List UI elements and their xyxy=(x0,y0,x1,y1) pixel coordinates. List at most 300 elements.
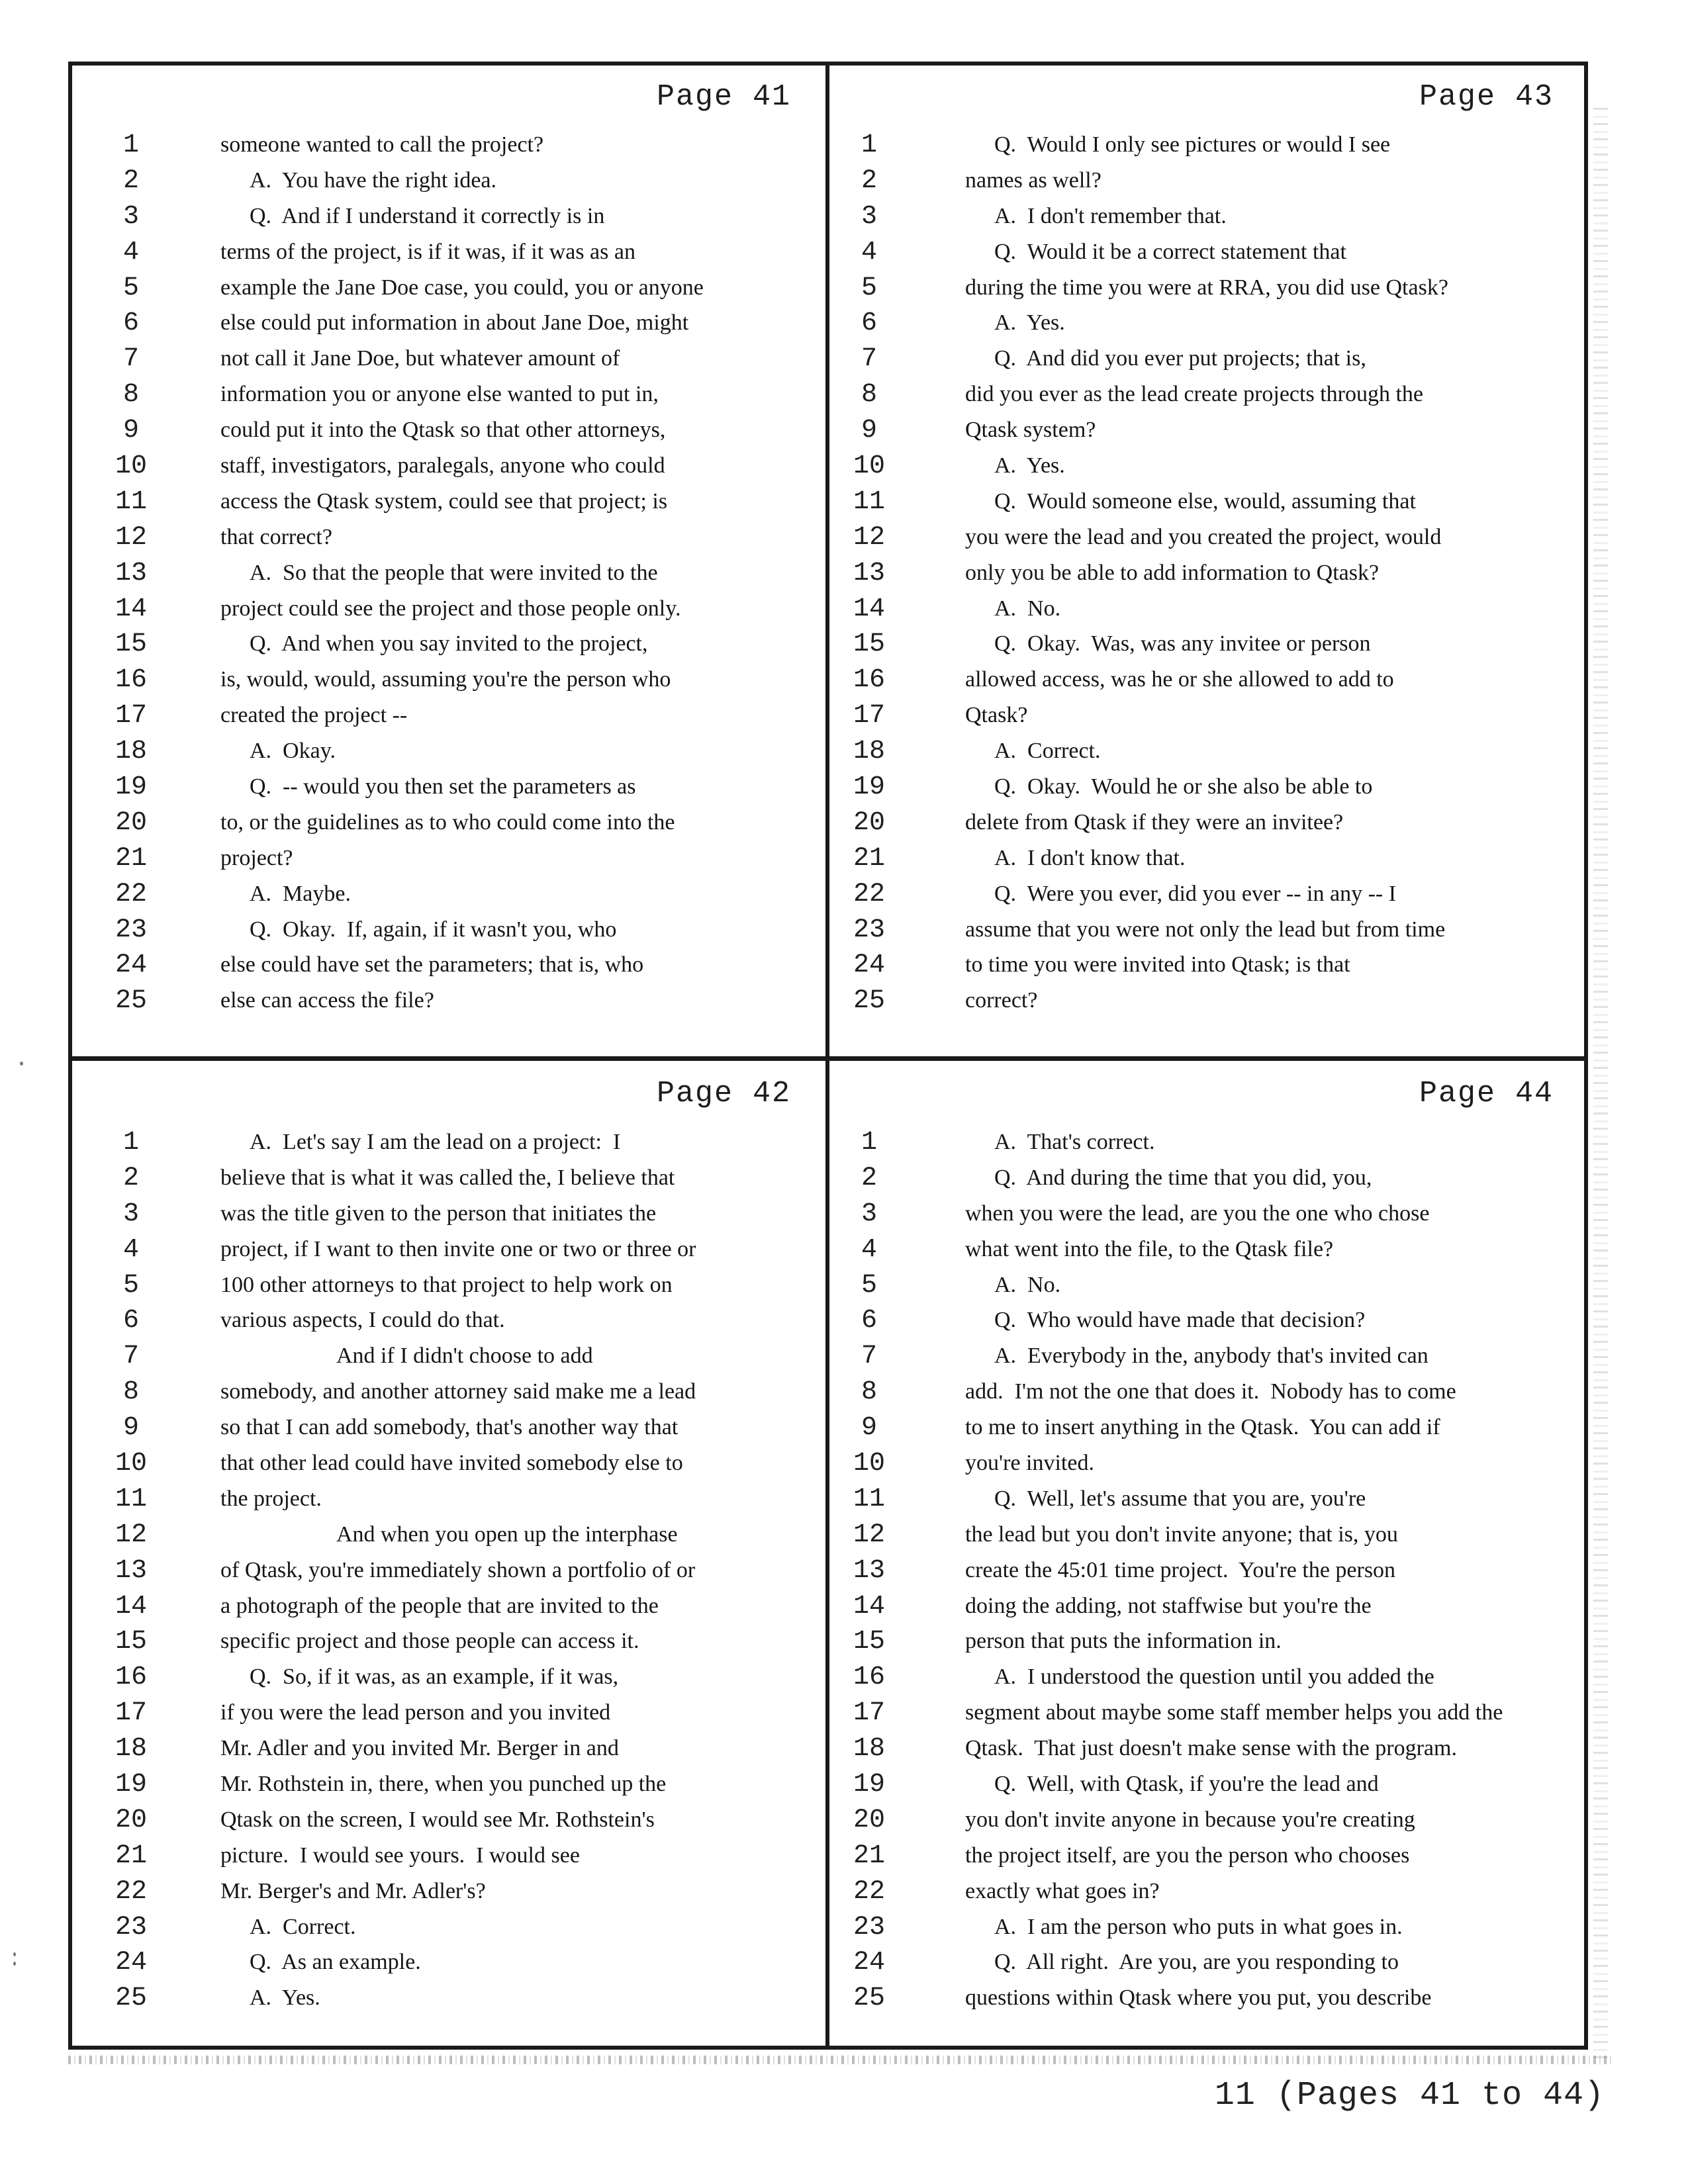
line-number: 24 xyxy=(853,1948,885,1978)
line-text: 100 other attorneys to that project to help work on xyxy=(220,1272,673,1297)
line-number: 20 xyxy=(853,1805,885,1835)
line-number: 17 xyxy=(115,1698,147,1729)
transcript-line xyxy=(68,1271,825,1306)
transcript-line xyxy=(68,559,825,594)
line-text: is, would, would, assuming you're the person who xyxy=(220,667,671,692)
line-text: you're invited. xyxy=(965,1451,1094,1476)
line-number: 1 xyxy=(122,1128,139,1158)
line-number: 25 xyxy=(853,986,885,1017)
transcript-line xyxy=(829,665,1588,701)
line-number: 2 xyxy=(122,1163,139,1193)
transcript-line xyxy=(68,1983,825,2019)
line-text: A. You have the right idea. xyxy=(250,167,497,193)
transcript-line xyxy=(829,1556,1588,1592)
page-42-header: Page 42 xyxy=(656,1077,791,1111)
line-number: 23 xyxy=(115,915,147,945)
line-number: 16 xyxy=(853,665,885,696)
line-number: 24 xyxy=(115,950,147,981)
line-number: 14 xyxy=(853,594,885,624)
line-number: 12 xyxy=(115,522,147,553)
line-number: 11 xyxy=(853,1484,885,1514)
transcript-line xyxy=(68,701,825,737)
line-text: Q. Would it be a correct statement that xyxy=(994,239,1346,264)
page-41-header: Page 41 xyxy=(656,80,791,114)
line-number: 12 xyxy=(853,522,885,553)
scan-noise-right-edge xyxy=(1593,106,1608,2058)
line-text: Q. Okay. If, again, if it wasn't you, who xyxy=(250,917,617,942)
transcript-line xyxy=(829,1306,1588,1342)
line-number: 2 xyxy=(861,1163,877,1193)
transcript-line xyxy=(68,451,825,487)
transcript-line xyxy=(68,1235,825,1271)
line-text: A. So that the people that were invited to the xyxy=(250,560,658,585)
line-text: A. No. xyxy=(994,1272,1061,1297)
line-number: 15 xyxy=(853,1627,885,1657)
transcript-line xyxy=(68,915,825,951)
line-text: A. I don't know that. xyxy=(994,845,1186,870)
line-text: was the title given to the person that initiates the xyxy=(220,1201,657,1226)
line-number: 16 xyxy=(115,665,147,696)
line-text: Q. -- would you then set the parameters as xyxy=(250,774,636,799)
line-text: exactly what goes in? xyxy=(965,1878,1160,1903)
transcript-line xyxy=(829,166,1588,202)
line-text: Q. Would I only see pictures or would I see xyxy=(994,132,1391,157)
line-number: 19 xyxy=(853,1770,885,1800)
line-number: 22 xyxy=(115,879,147,909)
line-text: could put it into the Qtask so that other attorneys, xyxy=(220,418,666,443)
transcript-line xyxy=(829,737,1588,772)
line-text: Q. Okay. Was, was any invitee or person xyxy=(994,631,1371,657)
transcript-line xyxy=(68,1377,825,1413)
transcript-line xyxy=(829,1805,1588,1841)
line-text: A. I don't remember that. xyxy=(994,203,1227,228)
line-text: questions within Qtask where you put, you describe xyxy=(965,1985,1432,2011)
line-number: 10 xyxy=(115,451,147,482)
line-number: 20 xyxy=(115,807,147,838)
line-text: A. Yes. xyxy=(994,453,1065,478)
line-number: 18 xyxy=(853,737,885,767)
line-number: 17 xyxy=(853,1698,885,1729)
line-number: 6 xyxy=(122,1306,139,1336)
line-number: 23 xyxy=(853,1912,885,1942)
transcript-line xyxy=(829,1698,1588,1734)
line-text: did you ever as the lead create projects through the xyxy=(965,382,1424,407)
line-text: to me to insert anything in the Qtask. You can add if xyxy=(965,1415,1440,1440)
line-number: 3 xyxy=(122,201,139,232)
line-text: staff, investigators, paralegals, anyone who could xyxy=(220,453,665,478)
transcript-line xyxy=(829,273,1588,309)
transcript-line xyxy=(68,523,825,559)
line-text: A. I am the person who puts in what goes in. xyxy=(994,1914,1403,1939)
transcript-line xyxy=(829,380,1588,416)
transcript-line xyxy=(829,880,1588,915)
line-text: to time you were invited into Qtask; is that xyxy=(965,952,1350,978)
page-41-panel xyxy=(68,62,825,1056)
transcript-line xyxy=(68,737,825,772)
line-number: 3 xyxy=(122,1199,139,1229)
line-text: A. Yes. xyxy=(250,1985,320,2011)
line-text: A. That's correct. xyxy=(994,1130,1155,1154)
transcript-line xyxy=(829,523,1588,559)
line-text: A. Let's say I am the lead on a project: I xyxy=(250,1130,621,1154)
line-text: doing the adding, not staffwise but you're the xyxy=(965,1593,1372,1618)
line-number: 13 xyxy=(115,558,147,588)
line-number: 6 xyxy=(122,308,139,339)
transcript-line xyxy=(68,880,825,915)
line-text: Q. Okay. Would he or she also be able to xyxy=(994,774,1373,799)
transcript-line xyxy=(68,665,825,701)
transcript-line xyxy=(829,1913,1588,1948)
page-42-panel xyxy=(68,1061,825,2050)
line-text: you don't invite anyone in because you're creating xyxy=(965,1807,1415,1832)
line-text: you were the lead and you created the project, would xyxy=(965,524,1442,549)
line-number: 9 xyxy=(122,1413,139,1443)
line-number: 24 xyxy=(115,1948,147,1978)
line-number: 12 xyxy=(853,1520,885,1550)
line-number: 8 xyxy=(122,380,139,410)
line-text: And when you open up the interphase xyxy=(336,1522,678,1547)
line-number: 23 xyxy=(853,915,885,945)
transcript-line xyxy=(829,130,1588,166)
transcript-line xyxy=(68,594,825,630)
transcript-line xyxy=(829,1627,1588,1662)
line-number: 7 xyxy=(122,344,139,375)
line-text: to, or the guidelines as to who could come into the xyxy=(220,809,675,835)
line-number: 10 xyxy=(115,1449,147,1479)
transcript-line xyxy=(829,416,1588,451)
line-text: allowed access, was he or she allowed to add to xyxy=(965,667,1394,692)
transcript-line xyxy=(829,1662,1588,1698)
transcript-line xyxy=(68,1841,825,1877)
transcript-line xyxy=(68,629,825,665)
line-number: 11 xyxy=(115,1484,147,1514)
line-number: 25 xyxy=(853,1983,885,2014)
transcript-line xyxy=(68,986,825,1022)
line-number: 3 xyxy=(861,1199,877,1229)
line-text: created the project -- xyxy=(220,703,408,728)
line-number: 8 xyxy=(861,1377,877,1408)
line-text: that correct? xyxy=(220,524,332,549)
page-44-header: Page 44 xyxy=(1419,1077,1554,1111)
line-number: 7 xyxy=(861,1342,877,1372)
transcript-line xyxy=(68,130,825,166)
line-text: the lead but you don't invite anyone; that is, you xyxy=(965,1522,1398,1547)
transcript-line xyxy=(829,629,1588,665)
line-number: 6 xyxy=(861,308,877,339)
transcript-line xyxy=(68,487,825,523)
line-text: A. Everybody in the, anybody that's invited can xyxy=(994,1343,1429,1369)
transcript-line xyxy=(829,1770,1588,1805)
transcript-line xyxy=(829,701,1588,737)
transcript-line xyxy=(829,1235,1588,1271)
line-number: 25 xyxy=(115,986,147,1017)
line-number: 8 xyxy=(861,380,877,410)
line-number: 21 xyxy=(853,1841,885,1871)
line-text: A. Correct. xyxy=(994,739,1101,764)
line-text: the project. xyxy=(220,1486,322,1511)
line-text: A. Correct. xyxy=(250,1914,356,1939)
line-text: believe that is what it was called the, I believe that xyxy=(220,1165,675,1190)
scan-speck xyxy=(13,1962,16,1966)
line-text: Q. Well, let's assume that you are, you're xyxy=(994,1486,1366,1511)
transcript-line xyxy=(829,915,1588,951)
transcript-line xyxy=(829,594,1588,630)
transcript-line xyxy=(68,273,825,309)
line-number: 1 xyxy=(861,130,877,160)
page-43-panel xyxy=(829,62,1588,1056)
line-text: Qtask? xyxy=(965,703,1028,728)
transcript-line xyxy=(68,1805,825,1841)
line-number: 10 xyxy=(853,451,885,482)
transcript-line xyxy=(829,844,1588,880)
line-number: 1 xyxy=(122,130,139,160)
transcript-line xyxy=(829,1734,1588,1770)
transcript-line xyxy=(829,772,1588,808)
line-text: Qtask system? xyxy=(965,418,1096,443)
transcript-line xyxy=(829,1128,1588,1163)
line-text: And if I didn't choose to add xyxy=(336,1343,593,1369)
line-number: 4 xyxy=(122,237,139,267)
transcript-line xyxy=(68,1449,825,1484)
page-43-header: Page 43 xyxy=(1419,80,1554,114)
line-text: else could have set the parameters; that is, who xyxy=(220,952,644,978)
transcript-line xyxy=(829,1520,1588,1556)
line-number: 22 xyxy=(115,1876,147,1907)
line-text: during the time you were at RRA, you did use Qtask? xyxy=(965,275,1448,300)
line-text: person that puts the information in. xyxy=(965,1629,1282,1654)
transcript-line xyxy=(68,1770,825,1805)
line-text: Q. Were you ever, did you ever -- in any -- I xyxy=(994,881,1397,906)
line-number: 18 xyxy=(853,1734,885,1764)
line-text: A. No. xyxy=(994,596,1061,621)
transcript-line xyxy=(829,559,1588,594)
page-44-panel xyxy=(829,1061,1588,2050)
transcript-line xyxy=(68,1698,825,1734)
line-text: else can access the file? xyxy=(220,988,434,1013)
transcript-line xyxy=(68,1128,825,1163)
line-text: someone wanted to call the project? xyxy=(220,132,544,157)
line-number: 14 xyxy=(853,1591,885,1621)
transcript-line xyxy=(829,1199,1588,1235)
line-number: 13 xyxy=(115,1555,147,1586)
transcript-line xyxy=(829,808,1588,844)
line-text: Q. Who would have made that decision? xyxy=(994,1308,1366,1333)
transcript-line xyxy=(68,238,825,273)
line-number: 23 xyxy=(115,1912,147,1942)
line-text: A. Maybe. xyxy=(250,881,351,906)
sheet-footer-page-range: 11 (Pages 41 to 44) xyxy=(1214,2077,1605,2115)
line-number: 21 xyxy=(853,843,885,874)
line-text: Q. Would someone else, would, assuming that xyxy=(994,488,1416,514)
transcript-line xyxy=(829,1877,1588,1913)
line-number: 17 xyxy=(115,701,147,731)
scan-speck xyxy=(20,1062,23,1066)
transcript-line xyxy=(68,380,825,416)
transcript-line xyxy=(829,1983,1588,2019)
line-text: Qtask. That just doesn't make sense with the program. xyxy=(965,1736,1457,1761)
transcript-line xyxy=(68,1520,825,1556)
line-number: 19 xyxy=(115,772,147,803)
transcript-line xyxy=(68,1484,825,1520)
transcript-line xyxy=(68,950,825,986)
line-number: 6 xyxy=(861,1306,877,1336)
line-number: 19 xyxy=(853,772,885,803)
line-text: delete from Qtask if they were an invitee? xyxy=(965,809,1344,835)
line-number: 14 xyxy=(115,594,147,624)
line-text: not call it Jane Doe, but whatever amount of xyxy=(220,346,620,371)
line-text: the project itself, are you the person who chooses xyxy=(965,1843,1410,1868)
line-text: correct? xyxy=(965,988,1038,1013)
transcript-line xyxy=(829,1413,1588,1449)
line-number: 18 xyxy=(115,737,147,767)
line-text: add. I'm not the one that does it. Nobody has to come xyxy=(965,1379,1456,1404)
line-number: 11 xyxy=(115,486,147,517)
transcript-line xyxy=(68,1306,825,1342)
line-number: 2 xyxy=(122,165,139,196)
line-text: when you were the lead, are you the one who chose xyxy=(965,1201,1430,1226)
line-text: of Qtask, you're immediately shown a portfolio of or xyxy=(220,1557,696,1582)
transcript-line xyxy=(829,986,1588,1022)
line-text: Q. So, if it was, as an example, if it was, xyxy=(250,1664,619,1690)
transcript-line xyxy=(829,950,1588,986)
transcript-line xyxy=(68,1163,825,1199)
line-number: 20 xyxy=(115,1805,147,1835)
line-number: 7 xyxy=(861,344,877,375)
line-text: A. Okay. xyxy=(250,739,336,764)
line-number: 16 xyxy=(853,1662,885,1693)
line-text: example the Jane Doe case, you could, you or anyone xyxy=(220,275,704,300)
transcript-line xyxy=(68,344,825,380)
line-number: 15 xyxy=(853,629,885,660)
line-number: 3 xyxy=(861,201,877,232)
transcript-line xyxy=(829,1377,1588,1413)
line-text: Mr. Berger's and Mr. Adler's? xyxy=(220,1878,486,1903)
transcript-line xyxy=(829,238,1588,273)
line-text: A. I understood the question until you added the xyxy=(994,1664,1434,1690)
transcript-line xyxy=(68,844,825,880)
line-text: that other lead could have invited somebody else to xyxy=(220,1451,683,1476)
line-number: 22 xyxy=(853,1876,885,1907)
line-number: 22 xyxy=(853,879,885,909)
transcript-line xyxy=(68,1413,825,1449)
line-text: create the 45:01 time project. You're the person xyxy=(965,1557,1396,1582)
line-number: 2 xyxy=(861,165,877,196)
line-number: 9 xyxy=(861,1413,877,1443)
line-number: 15 xyxy=(115,629,147,660)
line-number: 5 xyxy=(122,1270,139,1300)
line-text: somebody, and another attorney said make me a lead xyxy=(220,1379,696,1404)
line-text: project could see the project and those people only. xyxy=(220,596,681,621)
page-44-lines xyxy=(829,1128,1588,2019)
horizontal-page-divider xyxy=(68,1056,1588,1061)
line-number: 9 xyxy=(122,416,139,446)
transcript-line xyxy=(829,1841,1588,1877)
line-text: Q. As an example. xyxy=(250,1950,421,1975)
transcript-line xyxy=(68,1199,825,1235)
line-number: 5 xyxy=(861,1270,877,1300)
line-text: Mr. Rothstein in, there, when you punched up the xyxy=(220,1772,667,1797)
transcript-line xyxy=(68,166,825,202)
line-number: 19 xyxy=(115,1770,147,1800)
line-number: 21 xyxy=(115,843,147,874)
transcript-line xyxy=(68,1948,825,1983)
line-number: 24 xyxy=(853,950,885,981)
line-text: project, if I want to then invite one or two or three or xyxy=(220,1236,696,1261)
line-number: 9 xyxy=(861,416,877,446)
line-text: if you were the lead person and you invited xyxy=(220,1700,611,1725)
line-text: access the Qtask system, could see that project; is xyxy=(220,488,668,514)
line-number: 13 xyxy=(853,1555,885,1586)
transcript-line xyxy=(68,772,825,808)
line-text: what went into the file, to the Qtask file? xyxy=(965,1236,1334,1261)
line-number: 15 xyxy=(115,1627,147,1657)
transcript-line xyxy=(68,202,825,238)
line-text: Q. And during the time that you did, you, xyxy=(994,1165,1372,1190)
line-number: 11 xyxy=(853,486,885,517)
line-number: 7 xyxy=(122,1342,139,1372)
line-number: 10 xyxy=(853,1449,885,1479)
line-text: picture. I would see yours. I would see xyxy=(220,1843,580,1868)
line-text: only you be able to add information to Qtask? xyxy=(965,560,1380,585)
scan-noise-bottom-edge xyxy=(68,2056,1613,2064)
transcript-line xyxy=(829,1592,1588,1627)
line-number: 12 xyxy=(115,1520,147,1550)
line-text: terms of the project, is if it was, if it was as an xyxy=(220,239,635,264)
line-text: Q. And did you ever put projects; that is, xyxy=(994,346,1366,371)
scan-speck xyxy=(13,1952,16,1956)
line-text: Q. And if I understand it correctly is in xyxy=(250,203,605,228)
line-number: 16 xyxy=(115,1662,147,1693)
page-42-lines xyxy=(68,1128,825,2019)
line-text: segment about maybe some staff member helps you add the xyxy=(965,1700,1503,1725)
transcript-line xyxy=(68,1556,825,1592)
line-text: so that I can add somebody, that's another way that xyxy=(220,1415,679,1440)
line-number: 4 xyxy=(861,237,877,267)
transcript-line xyxy=(68,1662,825,1698)
line-number: 4 xyxy=(122,1234,139,1265)
transcript-line xyxy=(829,344,1588,380)
line-number: 18 xyxy=(115,1734,147,1764)
line-text: information you or anyone else wanted to put in, xyxy=(220,382,659,407)
line-text: assume that you were not only the lead but from time xyxy=(965,917,1446,942)
transcript-line xyxy=(829,1948,1588,1983)
transcript-line xyxy=(68,1877,825,1913)
line-text: Mr. Adler and you invited Mr. Berger in and xyxy=(220,1736,619,1761)
transcript-line xyxy=(829,1163,1588,1199)
transcript-line xyxy=(68,308,825,344)
transcript-line xyxy=(829,1484,1588,1520)
line-text: Q. All right. Are you, are you responding to xyxy=(994,1950,1399,1975)
line-number: 17 xyxy=(853,701,885,731)
transcript-line xyxy=(68,1913,825,1948)
transcript-line xyxy=(829,487,1588,523)
line-text: Q. And when you say invited to the project, xyxy=(250,631,648,657)
transcript-line xyxy=(68,416,825,451)
line-number: 4 xyxy=(861,1234,877,1265)
line-number: 5 xyxy=(861,273,877,303)
line-number: 13 xyxy=(853,558,885,588)
transcript-line xyxy=(829,202,1588,238)
transcript-line xyxy=(829,1271,1588,1306)
line-text: Q. Well, with Qtask, if you're the lead and xyxy=(994,1772,1379,1797)
line-text: various aspects, I could do that. xyxy=(220,1308,505,1333)
line-text: a photograph of the people that are invited to the xyxy=(220,1593,659,1618)
line-number: 21 xyxy=(115,1841,147,1871)
transcript-line xyxy=(829,451,1588,487)
line-number: 1 xyxy=(861,1128,877,1158)
line-text: Qtask on the screen, I would see Mr. Rothstein's xyxy=(220,1807,655,1832)
transcript-line xyxy=(68,1627,825,1662)
